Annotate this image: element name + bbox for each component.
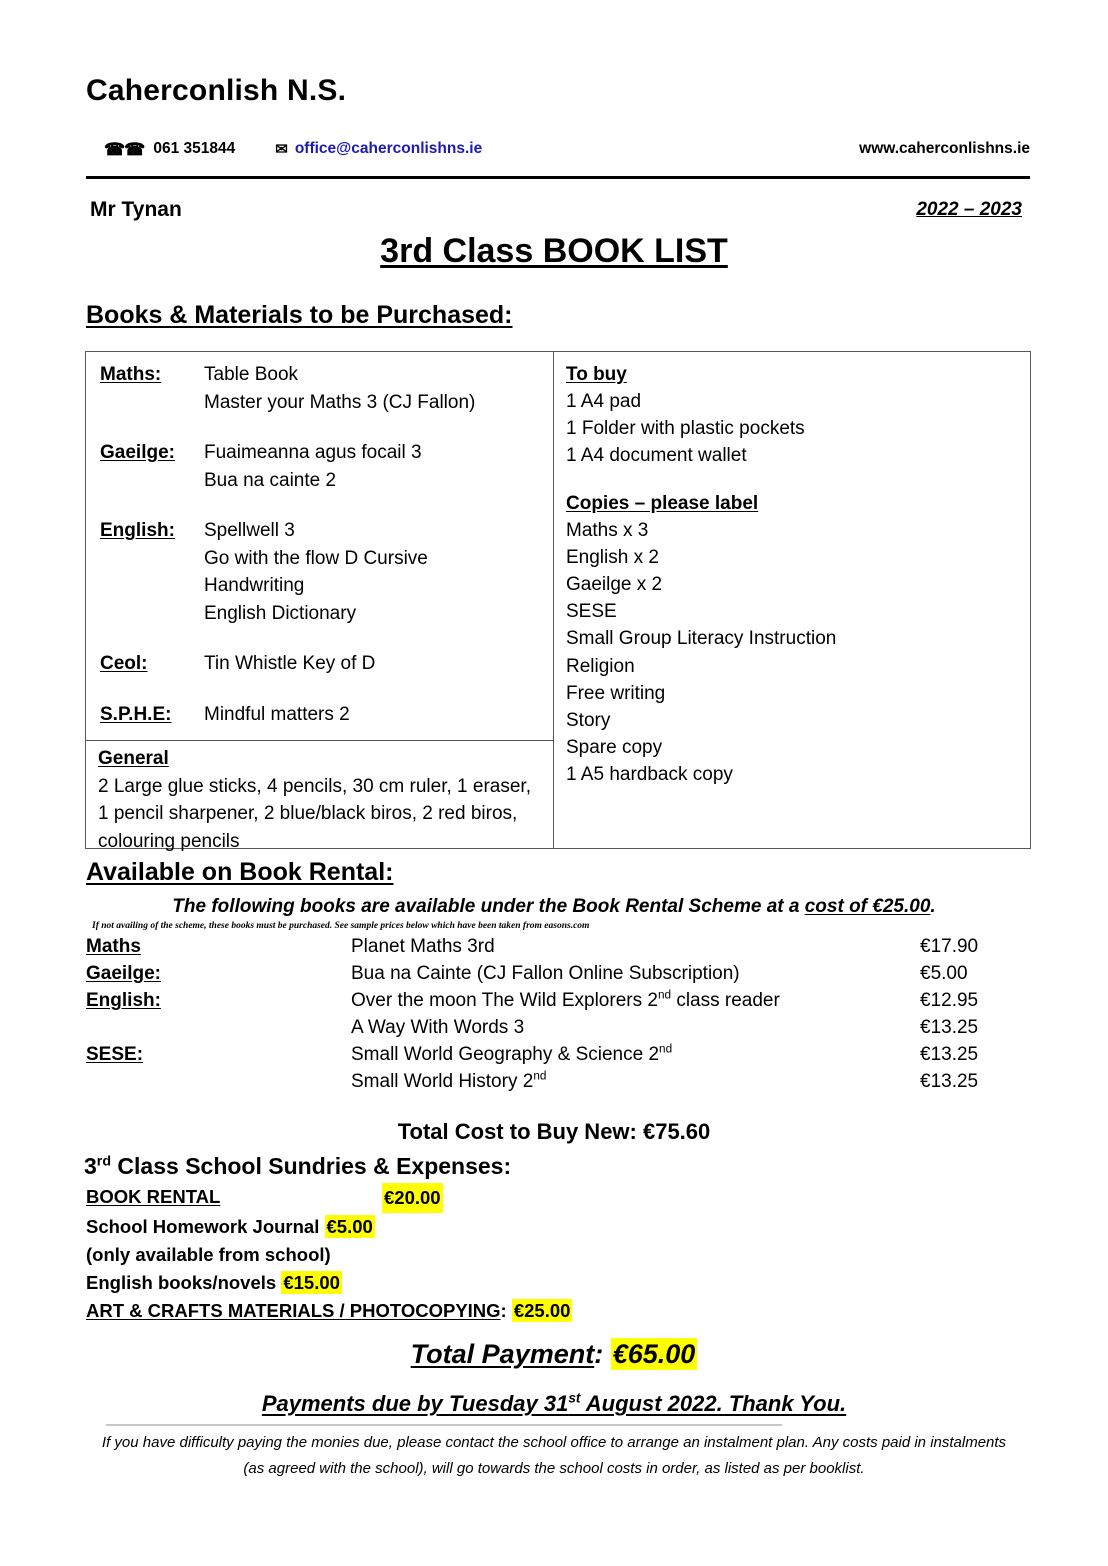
rental-book-title: [351, 1017, 920, 1039]
expense-label: School Homework Journal: [86, 1216, 325, 1238]
copies-item: Spare copy: [566, 737, 663, 759]
expense-row-book-rental: [86, 1183, 443, 1213]
expense-row-homework-journal: [86, 1213, 443, 1241]
subject-row-sphe: [86, 701, 553, 729]
copies-item: Small Group Literacy Instruction: [566, 628, 837, 650]
phone-icon: ☎☎: [104, 139, 145, 159]
ordinal-suffix: nd: [657, 988, 672, 1002]
copies-item: Gaeilge x 2: [566, 574, 663, 596]
subject-item: Table Book: [204, 364, 299, 385]
expense-amount: €20.00: [382, 1183, 443, 1213]
to-buy-item: 1 A4 document wallet: [566, 445, 747, 467]
purchase-table-right-column: [554, 352, 1030, 848]
envelope-icon: ✉: [275, 140, 286, 158]
rental-cost: cost of €25.00: [804, 896, 931, 917]
total-cost-buy-new: Total Cost to Buy New: €75.60: [397, 1119, 711, 1144]
email-link[interactable]: office@caherconlishns.ie: [294, 140, 483, 157]
subject-items: [204, 361, 553, 416]
subject-items: [204, 701, 553, 729]
spacer: [86, 494, 553, 517]
spacer: [86, 627, 553, 650]
rental-subject-label: Maths: [86, 936, 141, 957]
total-payment-amount: €65.00: [612, 1339, 696, 1369]
to-buy-item: 1 A4 pad: [566, 391, 642, 413]
subject-item: Go with the flow D Cursive: [204, 547, 428, 569]
rental-price: €13.25: [920, 1071, 979, 1092]
rental-subject: [86, 963, 351, 985]
total-payment-separator: :: [594, 1339, 611, 1369]
copies-item: Religion: [566, 655, 635, 677]
rental-subject-label: SESE:: [86, 1044, 144, 1065]
rental-title-main: Bua na Cainte (CJ Fallon Online Subscription): [351, 963, 740, 984]
sundries-heading: [84, 1153, 511, 1180]
rental-book-title: [351, 1071, 920, 1093]
expense-label: English books/novels: [86, 1272, 282, 1294]
expense-separator: :: [500, 1300, 512, 1321]
rental-subject: [86, 990, 351, 1012]
spacer: [86, 678, 553, 701]
purchase-table: [85, 351, 1031, 852]
total-payment-row: [0, 1339, 1108, 1370]
rental-subject-label: Gaeilge:: [86, 963, 161, 984]
rental-price: €13.25: [920, 1017, 979, 1038]
rental-fineprint: If not availing of the scheme, these books must be purchased. See sample prices below which have been taken from easons.com: [92, 921, 590, 931]
teacher-name: Mr Tynan: [90, 198, 182, 221]
rental-book-title: [351, 936, 920, 958]
school-name: Caherconlish N.S.: [86, 74, 347, 107]
website-text: www.caherconlishns.ie: [859, 140, 1030, 157]
expense-amount: €15.00: [283, 1272, 340, 1294]
expense-row-english-books: [86, 1269, 443, 1297]
copies-item: Maths x 3: [566, 519, 649, 541]
footer-divider: [106, 1424, 782, 1426]
to-buy-title: To buy: [566, 364, 627, 385]
footer-note-line: If you have difficulty paying the monies due, please contact the school office to arrange an instalment plan. Any costs paid in instalments: [101, 1434, 1007, 1451]
general-title: General: [98, 748, 169, 769]
rental-price: €12.95: [920, 990, 979, 1011]
general-materials-cell: [86, 740, 553, 855]
subject-items: [204, 517, 553, 627]
table-row: [86, 990, 1030, 1017]
subject-row-english: [86, 517, 553, 627]
rental-book-title: [351, 990, 920, 1012]
subject-row-gaeilge: [86, 439, 553, 494]
subject-item: Tin Whistle Key of D: [204, 653, 376, 675]
book-rental-heading: Available on Book Rental:: [86, 858, 394, 886]
spacer: [86, 416, 553, 439]
rental-title-main: Over the moon The Wild Explorers 2: [351, 990, 658, 1011]
rental-intro-prefix: The following books are available under the Book Rental Scheme at a: [172, 896, 805, 917]
table-row: [86, 1017, 1030, 1044]
rental-subject: [86, 936, 351, 958]
rental-subject-label: English:: [86, 990, 161, 1011]
subject-items: [204, 439, 553, 494]
rental-price: €17.90: [920, 936, 979, 957]
sundries-heading-prefix: 3: [84, 1153, 97, 1179]
general-line: 2 Large glue sticks, 4 pencils, 30 cm ruler, 1 eraser,: [98, 775, 531, 797]
copies-item: 1 A5 hardback copy: [566, 764, 733, 786]
rental-intro-suffix: .: [930, 896, 936, 917]
subject-list: [86, 352, 553, 728]
expense-amount: €5.00: [326, 1216, 373, 1238]
payments-due-text: [262, 1391, 846, 1416]
payments-due-suffix: August 2022. Thank You.: [580, 1391, 847, 1416]
total-payment-label: Total Payment: [410, 1339, 595, 1369]
subject-label: Gaeilge:: [100, 442, 175, 464]
rental-title-main: Planet Maths 3rd: [351, 936, 495, 957]
subject-item: Master your Maths 3 (CJ Fallon): [204, 391, 476, 413]
rental-book-title: [351, 1044, 920, 1066]
payments-due-prefix: Payments due by Tuesday 31: [261, 1391, 569, 1416]
copies-item: Free writing: [566, 682, 666, 704]
ordinal-suffix: rd: [96, 1153, 112, 1170]
general-line: colouring pencils: [98, 830, 240, 852]
purchase-table-left-column: [86, 352, 554, 852]
contact-left-group: [104, 140, 482, 158]
footer-note-line: (as agreed with the school), will go towards the school costs in order, as listed as per booklist.: [243, 1459, 865, 1477]
copies-item: Story: [566, 709, 611, 731]
subject-row-ceol: [86, 650, 553, 678]
sundries-heading-rest: Class School Sundries & Expenses:: [111, 1153, 512, 1179]
copies-item: English x 2: [566, 546, 659, 568]
rental-title-main: Small World History 2: [351, 1071, 534, 1092]
books-materials-heading: Books & Materials to be Purchased:: [86, 301, 513, 329]
rental-title-main: A Way With Words 3: [351, 1017, 525, 1038]
header-divider: [86, 176, 1030, 179]
table-row: [86, 1044, 1030, 1071]
subject-item: Handwriting: [204, 575, 305, 597]
expense-label: BOOK RENTAL: [86, 1186, 221, 1207]
ordinal-suffix: st: [568, 1390, 581, 1406]
phone-number: 061 351844: [153, 140, 236, 157]
page-title: 3rd Class BOOK LIST: [380, 232, 728, 270]
table-row: [86, 1071, 1030, 1098]
subject-item: Bua na cainte 2: [204, 469, 337, 491]
school-year: 2022 – 2023: [916, 199, 1022, 220]
expense-note-journal: (only available from school): [86, 1244, 331, 1266]
subject-item: English Dictionary: [204, 602, 357, 624]
rental-book-title: [351, 963, 920, 985]
expense-list: [86, 1183, 443, 1297]
table-row: [86, 936, 1030, 963]
rental-price: €13.25: [920, 1044, 979, 1065]
to-buy-item: 1 Folder with plastic pockets: [566, 418, 805, 440]
rental-title-tail: class reader: [671, 990, 780, 1011]
rental-title-main: Small World Geography & Science 2: [351, 1044, 660, 1065]
copies-title: Copies – please label: [566, 492, 759, 514]
subject-label: S.P.H.E:: [100, 703, 172, 725]
subject-item: Spellwell 3: [204, 520, 295, 542]
payments-due-line: [0, 1391, 1108, 1417]
subject-item: Mindful matters 2: [204, 703, 350, 725]
subject-items: [204, 650, 553, 678]
to-buy-list: [554, 352, 1030, 788]
table-row: [86, 963, 1030, 990]
rental-intro: [0, 896, 1108, 918]
general-line: 1 pencil sharpener, 2 blue/black biros, 2 red biros,: [98, 803, 518, 825]
subject-item: Fuaimeanna agus focail 3: [204, 442, 422, 464]
expense-amount: €25.00: [513, 1300, 571, 1321]
subject-label: English:: [100, 520, 175, 542]
subject-label: Ceol:: [100, 653, 148, 675]
spacer: [566, 470, 1030, 490]
rental-subject: [86, 1044, 351, 1066]
subject-row-maths: [86, 361, 553, 416]
subject-label: Maths:: [100, 364, 162, 385]
ordinal-suffix: nd: [533, 1069, 547, 1083]
rental-price: €5.00: [920, 963, 968, 984]
ordinal-suffix: nd: [659, 1042, 673, 1056]
expense-row-art-crafts: [86, 1300, 572, 1322]
rental-book-table: [86, 936, 1030, 1098]
expense-label: ART & CRAFTS MATERIALS / PHOTOCOPYING: [86, 1300, 501, 1321]
copies-item: SESE: [566, 601, 617, 623]
contact-row: [86, 140, 1030, 164]
footer-note: [0, 1430, 1108, 1481]
